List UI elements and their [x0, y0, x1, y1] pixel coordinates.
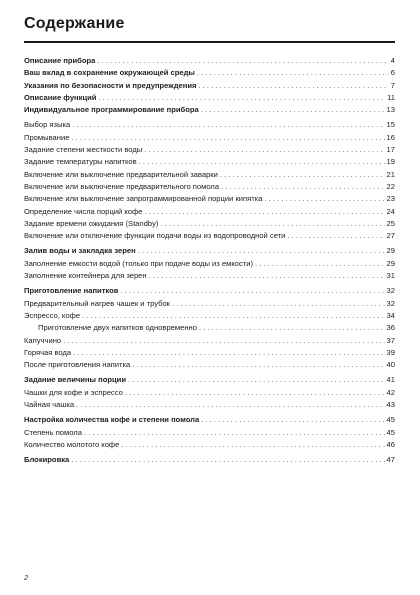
toc-entry-label: Приготовление двух напитков одновременно — [38, 323, 197, 333]
toc-entry-label: Предварительный нагрев чашек и трубок — [24, 298, 171, 308]
toc-entry[interactable] — [24, 310, 395, 322]
toc-entry-page: 31 — [386, 271, 395, 281]
toc-entry[interactable] — [24, 156, 395, 168]
toc-entry-page: 43 — [386, 400, 395, 410]
table-of-contents — [24, 55, 395, 467]
dot-leader — [73, 347, 384, 359]
dot-leader — [97, 55, 388, 67]
toc-entry-page: 4 — [390, 56, 395, 65]
toc-entry[interactable] — [24, 206, 395, 218]
toc-entry-label: Включение или отключение функции подачи воды из водопроводной сети — [24, 231, 286, 241]
toc-entry[interactable] — [24, 80, 395, 92]
toc-entry-page: 24 — [386, 206, 395, 216]
toc-entry-page: 37 — [386, 335, 395, 345]
dot-leader — [160, 218, 384, 230]
toc-entry-label: Чашки для кофе и эспрессо — [24, 387, 123, 397]
toc-entry-label: Выбор языка — [24, 120, 71, 130]
toc-entry-page: 6 — [390, 68, 395, 78]
toc-entry-label: Включение или выключение запрограммированной порции кипятка — [24, 194, 263, 204]
dot-leader — [144, 144, 384, 156]
toc-entry[interactable] — [24, 144, 395, 156]
toc-entry-page: 39 — [386, 347, 395, 357]
page-title: Содержание — [24, 15, 125, 32]
dot-leader — [84, 427, 385, 439]
toc-entry-label: Блокировка — [24, 455, 70, 465]
toc-entry-page: 22 — [386, 181, 395, 191]
toc-entry-page: 7 — [390, 80, 395, 90]
toc-entry[interactable] — [24, 181, 395, 193]
toc-entry-label: Задание величины порции — [24, 375, 127, 385]
toc-entry-label: Залив воды и закладка зерен — [24, 246, 136, 256]
dot-leader — [139, 156, 385, 168]
dot-leader — [71, 132, 384, 144]
toc-entry-label: Ваш вклад в сохранение окружающей среды — [24, 68, 195, 78]
dot-leader — [72, 119, 384, 131]
toc-entry-label: Включение или выключение предварительного помола — [24, 181, 220, 191]
toc-entry-label: Заполнение емкости водой (только при подаче воды из емкости) — [24, 258, 254, 268]
dot-leader — [197, 67, 389, 79]
toc-entry[interactable] — [24, 270, 395, 282]
toc-entry-page: 41 — [386, 375, 395, 385]
toc-entry-label: Задание степени жесткости воды — [24, 145, 143, 155]
toc-entry[interactable] — [24, 439, 395, 451]
toc-entry-page: 42 — [386, 387, 395, 397]
dot-leader — [132, 359, 384, 371]
toc-entry[interactable] — [24, 374, 395, 386]
toc-entry[interactable] — [24, 218, 395, 230]
toc-entry-label: Определение числа порций кофе — [24, 206, 143, 216]
dot-leader — [120, 285, 384, 297]
toc-entry-page: 47 — [386, 455, 395, 465]
toc-entry-page: 29 — [386, 246, 395, 256]
toc-entry[interactable] — [24, 245, 395, 257]
dot-leader — [221, 181, 385, 193]
toc-entry-page: 19 — [386, 157, 395, 167]
toc-entry[interactable] — [24, 169, 395, 181]
dot-leader — [145, 206, 385, 218]
dot-leader — [172, 298, 385, 310]
toc-entry-page: 15 — [386, 120, 395, 130]
toc-entry-page: 36 — [386, 323, 395, 333]
dot-leader — [63, 335, 384, 347]
toc-entry[interactable] — [24, 193, 395, 205]
toc-entry-page: 17 — [386, 145, 395, 155]
toc-entry-label: Настройка количества кофе и степени помола — [24, 415, 200, 425]
dot-leader — [264, 193, 384, 205]
dot-leader — [198, 80, 388, 92]
toc-entry-label: Эспрессо, кофе — [24, 310, 81, 320]
title-divider — [24, 41, 395, 43]
toc-entry[interactable] — [24, 55, 395, 67]
toc-entry[interactable] — [24, 399, 395, 411]
dot-leader — [121, 439, 384, 451]
dot-leader — [82, 310, 385, 322]
toc-entry-label: Указания по безопасности и предупреждения — [24, 80, 197, 90]
toc-entry-label: Чайная чашка — [24, 400, 75, 410]
dot-leader — [138, 245, 385, 257]
toc-entry[interactable] — [24, 258, 395, 270]
toc-entry-page: 45 — [386, 415, 395, 425]
toc-entry-page: 32 — [386, 298, 395, 308]
toc-entry-page: 46 — [386, 439, 395, 449]
dot-leader — [255, 258, 385, 270]
dot-leader — [128, 374, 385, 386]
dot-leader — [287, 230, 384, 242]
toc-entry[interactable] — [24, 387, 395, 399]
toc-entry-page: 32 — [386, 286, 395, 296]
toc-entry-page: 27 — [386, 231, 395, 241]
toc-entry-label: Включение или выключение предварительной заварки — [24, 169, 218, 179]
dot-leader — [98, 92, 385, 104]
dot-leader — [76, 399, 384, 411]
toc-entry[interactable] — [24, 230, 395, 242]
toc-entry-page: 21 — [386, 169, 395, 179]
toc-entry-label: Капуччино — [24, 335, 62, 345]
toc-entry[interactable] — [24, 347, 395, 359]
toc-entry-page: 23 — [386, 194, 395, 204]
toc-entry[interactable] — [24, 119, 395, 131]
toc-entry-label: После приготовления напитка — [24, 360, 131, 370]
toc-entry-page: 34 — [386, 310, 395, 320]
toc-entry-page: 13 — [386, 105, 395, 115]
dot-leader — [125, 387, 385, 399]
dot-leader — [149, 270, 385, 282]
toc-entry-label: Индивидуальное программирование прибора — [24, 105, 199, 115]
toc-entry[interactable] — [24, 414, 395, 426]
dot-leader — [199, 322, 385, 334]
toc-entry-label: Количество молотого кофе — [24, 439, 120, 449]
toc-entry[interactable] — [24, 67, 395, 79]
toc-entry-label: Заполнение контейнера для зерен — [24, 271, 147, 281]
toc-entry-label: Задание времени ожидания (Standby) — [24, 218, 159, 228]
toc-entry-page: 45 — [386, 427, 395, 437]
toc-entry[interactable] — [24, 285, 395, 297]
toc-entry-page: 11 — [387, 92, 395, 102]
toc-entry[interactable] — [24, 322, 395, 334]
toc-entry-label: Степень помола — [24, 427, 82, 437]
toc-entry-label: Задание температуры напитков — [24, 157, 137, 167]
toc-entry-label: Описание прибора — [24, 56, 96, 65]
toc-entry-label: Промывание — [24, 132, 70, 142]
toc-entry[interactable] — [24, 298, 395, 310]
toc-entry-label: Описание функций — [24, 92, 97, 102]
toc-entry-page: 16 — [386, 132, 395, 142]
toc-entry[interactable] — [24, 92, 395, 104]
dot-leader — [201, 414, 384, 426]
toc-entry-label: Горячая вода — [24, 347, 72, 357]
toc-entry-page: 29 — [386, 258, 395, 268]
dot-leader — [71, 454, 384, 466]
toc-entry[interactable] — [24, 132, 395, 144]
page-number: 2 — [24, 573, 29, 582]
dot-leader — [201, 104, 385, 116]
dot-leader — [220, 169, 385, 181]
toc-entry[interactable] — [24, 335, 395, 347]
toc-entry[interactable] — [24, 104, 395, 116]
toc-entry-label: Приготовление напитков — [24, 286, 119, 296]
toc-entry-page: 40 — [386, 360, 395, 370]
toc-entry[interactable] — [24, 359, 395, 371]
toc-entry-page: 25 — [386, 218, 395, 228]
toc-entry[interactable] — [24, 427, 395, 439]
toc-entry[interactable] — [24, 454, 395, 466]
